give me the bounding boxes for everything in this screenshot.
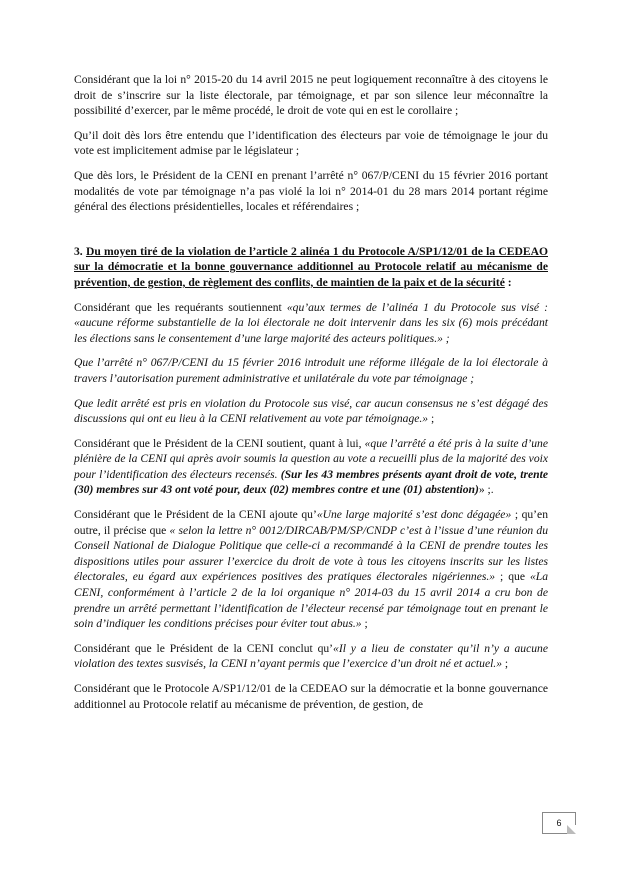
paragraph-text: ; que (495, 570, 530, 584)
quote-text: Que ledit arrêté est pris en violation du Protocole sus visé, car aucun consensus ne s’est dégagé des discussions qui ont eu lieu à la CENI relativement au vote par témoignage.» (74, 396, 548, 426)
paragraph (74, 436, 548, 498)
paragraph (74, 507, 548, 632)
section-spacer (74, 224, 548, 244)
heading-title: Du moyen tiré de la violation de l’article 2 alinéa 1 du Protocole A/SP1/12/01 de la CEDEAO sur la démocratie et la bonne gouvernance additionnel au Protocole relatif au mécanisme de prévention, de gestion, de règlement des conflits, de maintien de la paix et de la sécurité (74, 244, 548, 289)
paragraph-text: Considérant que les requérants soutiennent (74, 300, 287, 314)
paragraph-text: ; (361, 617, 368, 631)
heading-tail: : (504, 275, 512, 289)
paragraph (74, 300, 548, 347)
paragraph-text: ; (428, 412, 435, 426)
paragraph-text: ; qu’en outre, il précise que (74, 508, 548, 537)
paragraph-text: » ;. (478, 483, 494, 497)
heading-number: 3. (74, 244, 83, 258)
quote-text: «Il y a lieu de constater qu’il n’y a aucune violation des textes susvisés, la CENI n’ayant permis que l’exercice d’un droit né et actuel.» (74, 641, 548, 671)
page-number: 6 (542, 812, 576, 834)
vote-result-text: (Sur les 43 membres présents ayant droit de vote, trente (30) membres sur 43 ont voté pour, deux (02) membres contre et une (01) abstention) (74, 467, 548, 497)
paragraph (74, 396, 548, 427)
paragraph-text: Considérant que le Président de la CENI conclut qu’ (74, 641, 334, 655)
section-heading (74, 244, 548, 291)
paragraph: Que dès lors, le Président de la CENI en prenant l’arrêté n° 067/P/CENI du 15 février 2016 portant modalités de vote par témoignage n’a pas violé la loi n° 2014-01 du 28 mars 2014 portant régime général des élections présidentielles, locales et référendaires ; (74, 168, 548, 214)
paragraph: Qu’il doit dès lors être entendu que l’identification des électeurs par voie de témoignage le jour du vote est implicitement admise par le législateur ; (74, 128, 548, 158)
quote-text: «que l’arrêté a été pris à la suite d’une plénière de la CENI qui après avoir soumis la question au vote a recueilli plus de la majorité des voix pour l’identification des électeurs recensés. (74, 436, 548, 481)
paragraph (74, 641, 548, 672)
paragraph: Que l’arrêté n° 067/P/CENI du 15 février 2016 introduit une réforme illégale de la loi électorale à travers l’autorisation purement administrative et unilatérale du vote par témoignage ; (74, 356, 548, 385)
paragraph-text: Considérant que le Président de la CENI ajoute qu’ (74, 508, 317, 522)
paragraph-text: Considérant que le Président de la CENI soutient, quant à lui, (74, 436, 365, 450)
quote-text: «qu’aux termes de l’alinéa 1 du Protocole sus visé : «aucune réforme substantielle de la loi électorale ne doit intervenir dans les six (6) mois précédant les élections sans le consentement d’une large majorité des acteurs politiques.» ; (74, 300, 549, 345)
paragraph-text: ; (502, 657, 509, 671)
document-body (74, 72, 548, 721)
quote-text: «La CENI, conformément à l’article 2 de la loi organique n° 2014-03 du 15 avril 2014 a cru bon de prendre un arrêté permettant l’identification de l’électeur recensé par témoignage tout en prenant le soin d’indiquer les conditions précises pour éviter tout abus.» (74, 570, 549, 631)
quote-text: « selon la lettre n° 0012/DIRCAB/PM/SP/CNDP c’est à l’issue d’une réunion du Conseil National de Dialogue Politique que celle-ci a recommandé à la CENI de prendre toutes les dispositions utiles pour assurer l’exercice du droit de vote à tous les citoyens inscrits sur les listes électorales, eu égard aux expériences positives des pratiques électorales nigériennes.» (74, 523, 548, 584)
paragraph: Considérant que le Protocole A/SP1/12/01 de la CEDEAO sur la démocratie et la bonne gouvernance additionnel au Protocole relatif au mécanisme de prévention, de gestion, de (74, 682, 548, 711)
quote-text: «Une large majorité s’est donc dégagée» (316, 508, 512, 522)
paragraph: Considérant que la loi n° 2015-20 du 14 avril 2015 ne peut logiquement reconnaître à des citoyens le droit de s’inscrire sur la liste électorale, par témoignage, et par son silence leur méconnaître la possibilité d’exercer, par le même procédé, le droit de vote qui en est le corollaire ; (74, 73, 548, 118)
